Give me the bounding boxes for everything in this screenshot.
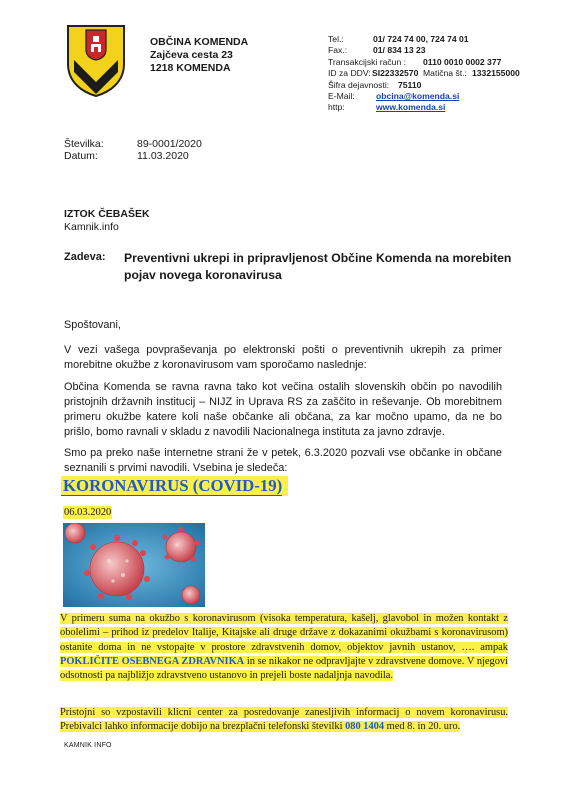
notice-paragraph-2-end: med 8. in 20. uro.: [384, 721, 461, 733]
vat-value: SI22332570: [372, 68, 419, 78]
reg-value: 1332155000: [472, 68, 520, 78]
municipality-name: OBČINA KOMENDA: [150, 36, 249, 48]
notice-title: [61, 476, 288, 496]
email-link[interactable]: obcina@komenda.si: [376, 91, 460, 101]
notice-paragraph-2-text: Pristojni so vzpostavili klicni center za posredovanje zanesljivih informacij o novem koronavirusu. Prebivalci lahko informacije dobijo na brezplačni telefonski številki: [60, 707, 508, 733]
reference-date-value: 11.03.2020: [137, 150, 189, 162]
notice-paragraph-1: [60, 612, 508, 683]
municipality-city: 1218 KOMENDA: [150, 62, 231, 74]
source-footer: KAMNIK INFO: [64, 742, 112, 749]
contact-tel: [328, 34, 469, 44]
email-label: E-Mail:: [328, 91, 355, 101]
municipality-crest-image: [66, 24, 126, 98]
web-link[interactable]: www.komenda.si: [376, 102, 446, 112]
contact-account: [328, 57, 502, 67]
activity-value: 75110: [398, 80, 422, 90]
reference-number-label: Številka:: [64, 138, 104, 150]
notice-paragraph-1-end: in se nikakor ne odpravljajte v zdravstvene domove. V njegovi odsotnosti pa najbližjo zdravstveno ustanovo in prejeli boste nadaljnja navodila.: [60, 655, 508, 682]
contact-activity: [328, 80, 422, 90]
recipient-name: IZTOK ČEBAŠEK: [64, 208, 150, 220]
contact-email: [328, 91, 460, 101]
recipient-org: Kamnik.info: [64, 221, 119, 233]
notice-date: 06.03.2020: [64, 507, 112, 518]
notice-title-text: KORONAVIRUS (COVID-19): [63, 476, 283, 495]
notice-paragraph-2: [60, 706, 508, 735]
subject-text: Preventivni ukrepi in pripravljenost Občine Komenda na morebiten pojav novega koronavirusa: [124, 251, 512, 282]
contact-vat: [328, 68, 520, 78]
municipality-street: Zajčeva cesta 23: [150, 49, 233, 61]
contact-web: [328, 102, 446, 112]
notice-paragraph-1-text: V primeru suma na okužbo s koronavirusom (visoka temperatura, kašelj, glavobol in možen kontakt z obolelimi – prihod iz predelov Italije, Kitajske ali druge države z dokazanimi okužbami s koronavirusom) ostanite doma in ne vstopajte v prostore zdravstvenih domov, objektov javnih ustanov, …. ampak: [60, 613, 508, 653]
helpline-phone-number: 080 1404: [345, 721, 385, 733]
tel-label: Tel.:: [328, 34, 344, 44]
reference-date-label: Datum:: [64, 150, 98, 162]
vat-label: ID za DDV:: [328, 68, 371, 78]
contact-fax: [328, 45, 426, 55]
reference-number: [64, 138, 202, 150]
letter-paragraph-2: Občina Komenda se ravna ravna tako kot večina ostalih slovenskih občin po navodilih pristojnih državnih institucij – NIJZ in Uprava RS za zaščito in reševanje. Ob morebitnem primeru okužbe katere koli naše občanke ali občana, za kar močno upamo, da ne bo prišlo, bomo ravnali v skladu z navodili Nacionalnega instituta za javno zdravje.: [64, 381, 502, 438]
http-label: http:: [328, 102, 345, 112]
account-value: 0110 0010 0002 377: [423, 57, 502, 67]
letter-paragraph-3: Smo pa preko naše internetne strani že v petek, 6.3.2020 pozvali vse občanke in občane seznanili s prvimi navodili. Vsebina je sledeča:: [64, 447, 502, 474]
fax-value: 01/ 834 13 23: [373, 45, 426, 55]
letter-greeting: Spoštovani,: [64, 319, 121, 331]
reference-date: [64, 150, 189, 162]
subject-label: Zadeva:: [64, 251, 106, 263]
coronavirus-illustration-image: [63, 523, 205, 607]
letter-paragraph-1: V vezi vašega povpraševanja po elektronski pošti o preventivnih ukrepih za primer morebitne okužbe z koronavirusom vam sporočamo naslednje:: [64, 344, 502, 371]
fax-label: Fax.:: [328, 45, 348, 55]
reg-label: Matična št.:: [423, 68, 467, 78]
tel-value: 01/ 724 74 00, 724 74 01: [373, 34, 469, 44]
activity-label: Šifra dejavnosti:: [328, 80, 390, 90]
call-doctor-emphasis: POKLIČITE OSEBNEGA ZDRAVNIKA: [60, 655, 245, 667]
reference-number-value: 89-0001/2020: [137, 138, 202, 150]
account-label: Transakcijski račun :: [328, 57, 407, 67]
